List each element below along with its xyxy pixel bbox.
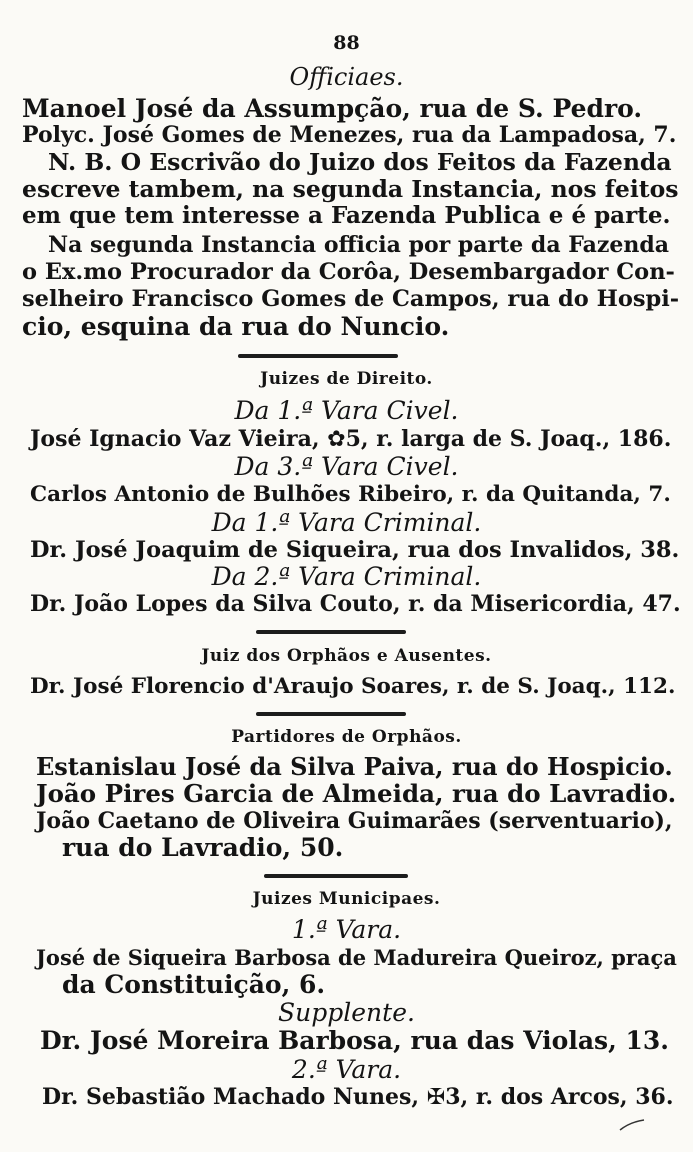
text-line: Na segunda Instancia officia por parte da Fazenda — [48, 232, 670, 258]
text-line: em que tem interesse a Fazenda Publica e é parte. — [22, 202, 671, 229]
text-line: Polyc. José Gomes de Menezes, rua da Lampadosa, 7. — [22, 122, 677, 148]
text-line: Manoel José da Assumpção, rua de S. Pedro. — [22, 94, 643, 123]
section-title-partidores: Partidores de Orphãos. — [231, 727, 462, 747]
section-divider — [256, 630, 406, 634]
text-line: Dr. José Moreira Barbosa, rua das Violas, 13. — [40, 1026, 669, 1055]
section-title-juizes-direito: Juizes de Direito. — [260, 369, 433, 389]
entry-name: Dr. Sebastião Machado Nunes, — [42, 1084, 427, 1110]
text-line: Estanislau José da Silva Paiva, rua do Hospicio. — [36, 752, 673, 781]
entry-address: 5, r. larga de S. Joaq., 186. — [345, 426, 672, 452]
text-line: José de Siqueira Barbosa de Madureira Queiroz, praça — [36, 945, 677, 970]
cross-emblem-icon: ✠ — [426, 1085, 446, 1110]
order-emblem-icon: ✿ — [327, 427, 346, 452]
section-divider — [238, 354, 398, 358]
text-line: João Pires Garcia de Almeida, rua do Lavradio. — [36, 779, 677, 808]
page-number: 88 — [333, 32, 360, 54]
text-line: João Caetano de Oliveira Guimarães (serventuario), — [36, 808, 673, 834]
text-line: cio, esquina da rua do Nuncio. — [22, 312, 450, 341]
section-title-juizes-municipaes: Juizes Municipaes. — [252, 889, 441, 909]
subheading: 2.ª Vara. — [291, 1055, 402, 1084]
subheading: Da 1.ª Vara Civel. — [234, 396, 459, 425]
text-line: N. B. O Escrivão do Juizo dos Feitos da Fazenda — [48, 148, 672, 176]
subheading: Da 3.ª Vara Civel. — [234, 452, 459, 481]
text-line: escreve tambem, na segunda Instancia, nos feitos — [22, 175, 679, 203]
text-line: Carlos Antonio de Bulhões Ribeiro, r. da Quitanda, 7. — [30, 482, 671, 507]
subheading: Da 1.ª Vara Criminal. — [211, 508, 482, 537]
text-line: selheiro Francisco Gomes de Campos, rua do Hospi- — [22, 286, 680, 312]
section-title-officiaes: Officiaes. — [289, 63, 404, 91]
entry-address: 3, r. dos Arcos, 36. — [445, 1084, 674, 1110]
section-divider — [264, 874, 408, 878]
subheading: Da 2.ª Vara Criminal. — [211, 562, 482, 591]
section-divider — [256, 712, 406, 716]
pen-stroke-mark — [618, 1118, 646, 1132]
text-line: rua do Lavradio, 50. — [62, 833, 344, 862]
section-title-juiz-orphaos: Juiz dos Orphãos e Ausentes. — [201, 646, 492, 666]
subheading: 1.ª Vara. — [291, 915, 402, 944]
subheading: Supplente. — [278, 998, 415, 1027]
text-line: Dr. João Lopes da Silva Couto, r. da Misericordia, 47. — [30, 591, 681, 617]
text-line: Dr. José Florencio d'Araujo Soares, r. de S. Joaq., 112. — [30, 674, 676, 699]
entry-name: José Ignacio Vaz Vieira, — [30, 426, 328, 452]
text-line — [42, 1082, 674, 1113]
text-line: Dr. José Joaquim de Siqueira, rua dos Invalidos, 38. — [30, 537, 680, 563]
text-line: da Constituição, 6. — [62, 970, 326, 999]
text-line — [30, 424, 671, 455]
text-line: o Ex.mo Procurador da Corôa, Desembargador Con- — [22, 259, 675, 285]
